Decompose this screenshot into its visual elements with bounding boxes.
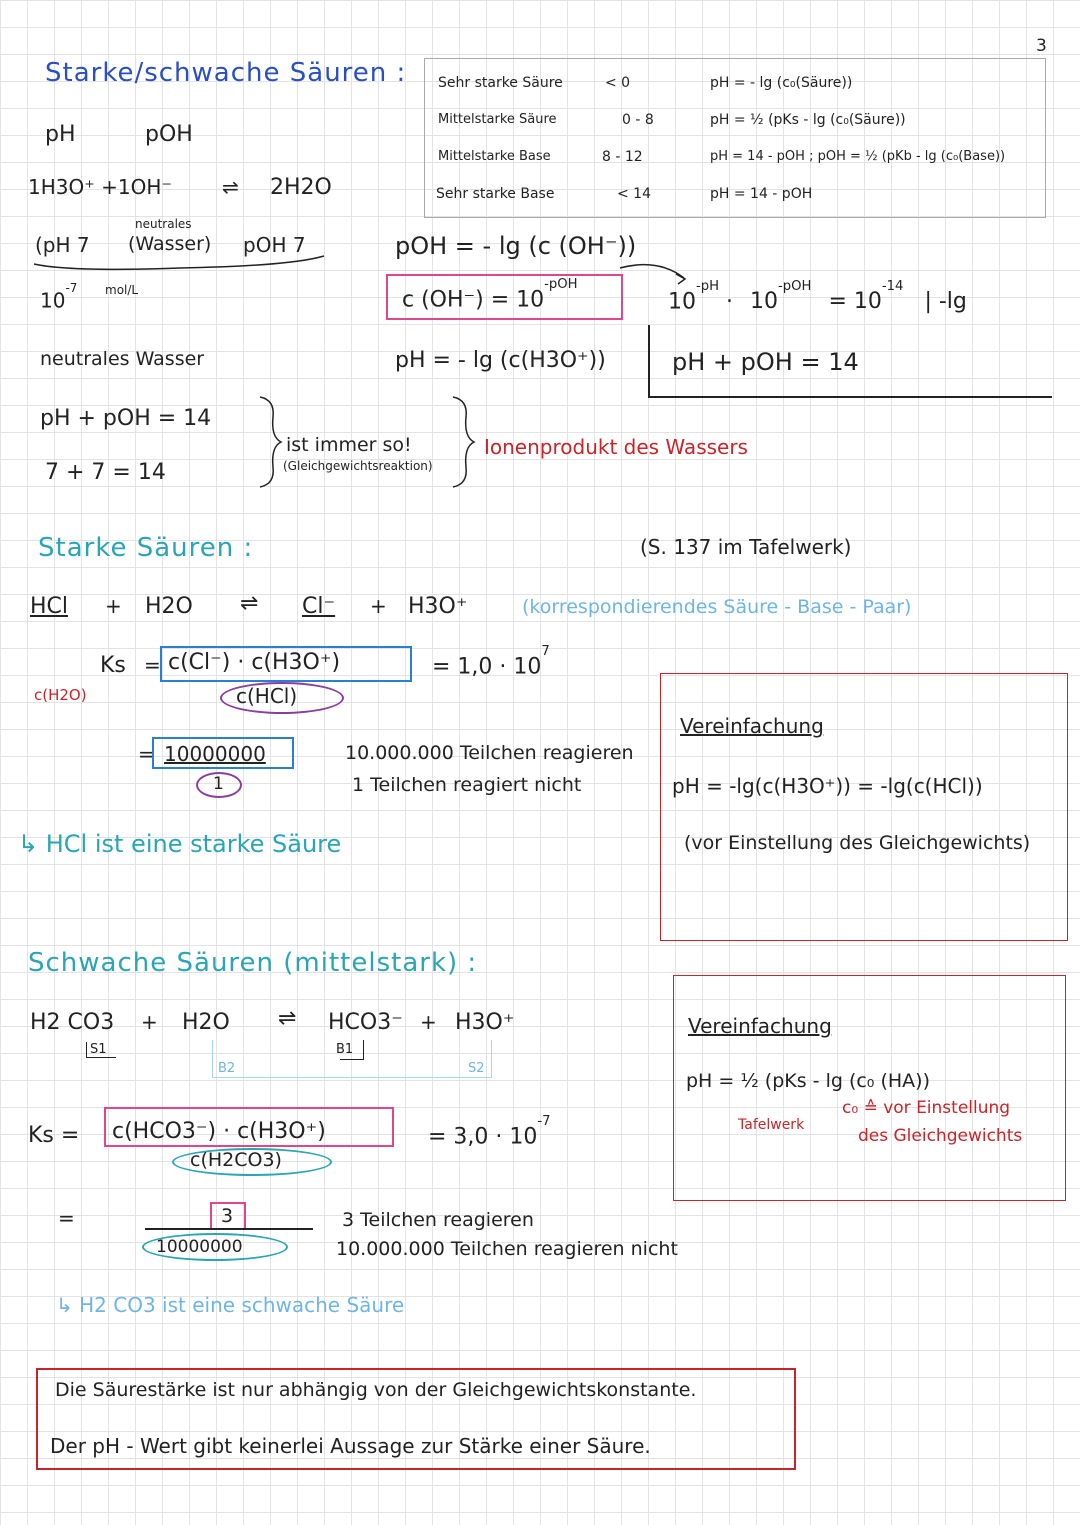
ion-product-label: Ionenprodukt des Wassers: [484, 435, 748, 459]
eq-hcl: HCl: [30, 594, 69, 619]
react-note: 3 Teilchen reagieren: [342, 1209, 534, 1231]
mol-per-liter: mol/L: [105, 283, 139, 297]
table-row-formula: pH = 14 - pOH ; pOH = ½ (pKb - lg (c₀(Base)): [710, 149, 1006, 164]
eq-h2o: H2O: [182, 1010, 230, 1035]
autoprotolysis-right: 2H2O: [270, 175, 332, 200]
no-react-note: 1 Teilchen reagiert nicht: [352, 774, 582, 796]
ks-value-text: = 1,0 · 10: [432, 654, 542, 680]
table-row-range: 0 - 8: [622, 112, 654, 128]
c0-note: c₀ ≙ vor Einstellung: [842, 1098, 1011, 1118]
equilibrium-note: (Gleichgewichtsreaktion): [283, 459, 433, 473]
c-oh-formula: [402, 277, 578, 313]
ph-plus-poh: pH + pOH = 14: [672, 348, 859, 376]
prod-a: 10: [668, 289, 696, 315]
eq-h2o: H2O: [145, 594, 193, 619]
page-number: 3: [1036, 36, 1047, 56]
heading-strong-weak: Starke/schwache Säuren :: [45, 58, 407, 88]
simplification-note: (vor Einstellung des Gleichgewichts): [684, 832, 1031, 854]
underline-brace: [30, 252, 330, 274]
summary-line-1: Die Säurestärke ist nur abhängig von der Gleichgewichtskonstante.: [55, 1379, 697, 1401]
exponent: -7: [65, 281, 78, 295]
plus-sign: +: [105, 594, 122, 618]
ph-definition: pH = - lg (c(H3O⁺)): [395, 348, 606, 373]
prod-b: 10: [750, 289, 779, 315]
react-note: 10.000.000 Teilchen reagieren: [345, 742, 634, 764]
brace-icon: [448, 392, 478, 492]
prod-tail: | -lg: [924, 289, 967, 315]
equals-sign: =: [138, 742, 155, 766]
fraction-line: [145, 1228, 313, 1230]
table-row-range: < 14: [617, 186, 651, 202]
ks-value-exp: -7: [537, 1114, 551, 1129]
table-row-range: < 0: [605, 75, 631, 91]
ks-value: [428, 1114, 551, 1150]
equals-sign: =: [144, 653, 161, 677]
ks-value: [432, 644, 550, 680]
pair-s2: S2: [468, 1061, 485, 1076]
prod-eq: = 10: [828, 289, 882, 315]
plus-sign: +: [420, 1010, 437, 1034]
ks-numerator: c(HCO3⁻) · c(H3O⁺): [112, 1119, 326, 1144]
divider-horizontal: [648, 396, 1052, 398]
ratio-numerator: 3: [221, 1205, 234, 1227]
table-row-range: 8 - 12: [602, 149, 643, 165]
no-react-note: 10.000.000 Teilchen reagieren nicht: [336, 1238, 678, 1260]
tafelwerk-reference: (S. 137 im Tafelwerk): [640, 535, 852, 559]
acid-base-pair-note: (korrespondierendes Säure - Base - Paar): [522, 596, 912, 618]
pair-s1: S1: [90, 1042, 107, 1057]
brace-icon: [255, 392, 285, 492]
concentration-base: [40, 281, 78, 313]
eq-h2co3: H2 CO3: [30, 1010, 115, 1035]
equilibrium-arrow: ⇌: [222, 175, 239, 199]
plus-sign: +: [370, 594, 387, 618]
heading-strong-acids: Starke Säuren :: [38, 533, 254, 563]
ph-label: pH: [45, 122, 76, 147]
tafelwerk-note: Tafelwerk: [738, 1117, 805, 1133]
prod-eq-exp: -14: [881, 279, 904, 294]
ks-label: Ks =: [28, 1123, 80, 1148]
pair-bracket: [86, 1042, 116, 1058]
simplification-formula: pH = -lg(c(H3O⁺)) = -lg(c(HCl)): [672, 774, 983, 798]
equilibrium-arrow: ⇌: [278, 1006, 297, 1031]
ks-denominator: c(H2CO3): [190, 1149, 282, 1171]
ten: 10: [40, 288, 66, 313]
simplification-title: Vereinfachung: [688, 1014, 832, 1038]
table-row-formula: pH = ½ (pKs - lg (c₀(Säure)): [710, 112, 906, 128]
poh-definition: pOH = - lg (c (OH⁻)): [395, 232, 637, 260]
divider-vertical: [648, 325, 650, 397]
ks-value-exp: 7: [541, 644, 550, 659]
prod-b-exp: -pOH: [778, 279, 812, 294]
c-oh-text: c (OH⁻) = 10: [402, 287, 545, 313]
c0-note: des Gleichgewichts: [858, 1126, 1023, 1146]
plus-sign: +: [141, 1010, 158, 1034]
dot: ·: [726, 289, 734, 315]
neutral-small-label: neutrales: [135, 217, 192, 231]
heading-weak-acids: Schwache Säuren (mittelstark) :: [28, 948, 478, 978]
prod-a-exp: -pH: [696, 279, 720, 294]
pair-b1: B1: [336, 1042, 354, 1057]
sum-line-1: pH + pOH = 14: [40, 406, 212, 431]
c-h2o-note: c(H2O): [34, 686, 87, 704]
ratio-denominator: 1: [213, 774, 224, 794]
strong-conclusion: ↳ HCl ist eine starke Säure: [18, 830, 342, 858]
eq-h3o: H3O⁺: [455, 1010, 515, 1035]
ratio-denominator: 10000000: [156, 1237, 243, 1257]
table-row-label: Mittelstarke Base: [438, 149, 551, 164]
water-label: (Wasser): [128, 233, 212, 255]
ks-value-text: = 3,0 · 10: [428, 1124, 538, 1150]
simplification-formula: pH = ½ (pKs - lg (c₀ (HA)): [686, 1070, 930, 1092]
equals-sign: =: [58, 1206, 75, 1230]
poh-label: pOH: [145, 122, 193, 147]
weak-conclusion: ↳ H2 CO3 ist eine schwache Säure: [56, 1293, 405, 1317]
neutral-water-label: neutrales Wasser: [40, 348, 205, 370]
autoprotolysis-left: 1H3O⁺ +1OH⁻: [28, 175, 172, 199]
ks-denominator: c(HCl): [236, 684, 298, 708]
poh7-label: pOH 7: [243, 233, 306, 257]
table-row-label: Mittelstarke Säure: [438, 112, 557, 127]
arrow-icon: [618, 258, 690, 288]
summary-line-2: Der pH - Wert gibt keinerlei Aussage zur Stärke einer Säure.: [50, 1434, 651, 1458]
sum-line-2: 7 + 7 = 14: [45, 460, 166, 485]
pair-b2: B2: [218, 1061, 236, 1076]
ks-numerator: c(Cl⁻) · c(H3O⁺): [168, 650, 341, 675]
ks-label: Ks: [100, 653, 126, 678]
simplification-title: Vereinfachung: [680, 714, 824, 738]
eq-h3o: H3O⁺: [408, 594, 468, 619]
ion-product-expression: [668, 279, 967, 315]
always-note: ist immer so!: [286, 434, 412, 456]
table-row-label: Sehr starke Base: [436, 186, 555, 202]
table-row-label: Sehr starke Säure: [438, 75, 563, 91]
eq-hco3: HCO3⁻: [328, 1010, 403, 1035]
c-oh-exponent: -pOH: [544, 277, 578, 292]
ph7-label: (pH 7: [35, 233, 90, 257]
pair-bracket: [212, 1040, 492, 1078]
table-row-formula: pH = - lg (c₀(Säure)): [710, 75, 853, 91]
ratio-numerator: 10000000: [164, 742, 266, 766]
equilibrium-arrow: ⇌: [240, 591, 259, 616]
eq-cl: Cl⁻: [302, 594, 336, 619]
table-row-formula: pH = 14 - pOH: [710, 186, 813, 202]
